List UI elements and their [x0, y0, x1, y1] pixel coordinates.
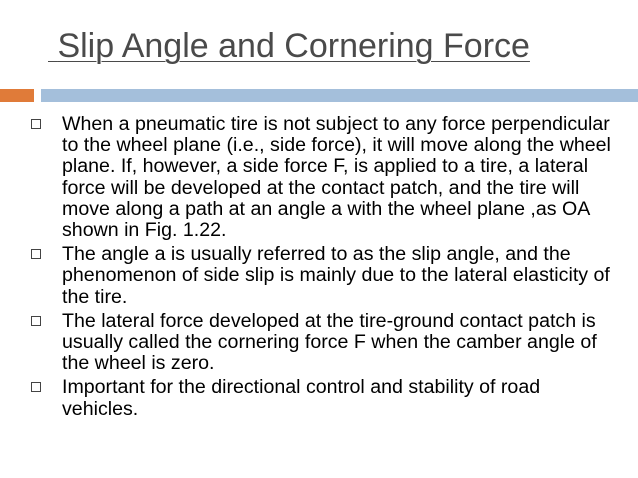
accent-bar-orange — [0, 89, 34, 102]
bullet-item-2 — [30, 244, 620, 308]
slide-title — [48, 22, 628, 70]
bullet-list — [30, 114, 620, 423]
slide-title-text: Slip Angle and Cornering Force — [57, 27, 530, 65]
bullet-text: Important for the directional control and stability of road vehicles. — [62, 376, 541, 420]
bullet-text: The lateral force developed at the tire-ground contact patch is usually called the cornering force F when the camber angle of the wheel is zero. — [62, 309, 597, 375]
bullet-text: When a pneumatic tire is not subject to any force perpendicular to the wheel plane (i.e., side force), it will move along the wheel plane. If, however, a side force F, is applied to a tire, a lateral force will be developed at the contact patch, and the tire will move along a path at an angle a with the wheel plane ,as OA shown in Fig. 1.22. — [62, 113, 611, 242]
square-bullet-icon — [31, 316, 41, 326]
bullet-item-1 — [30, 114, 620, 241]
square-bullet-icon — [31, 382, 41, 392]
accent-bar-blue — [41, 89, 638, 102]
bullet-text: The angle a is usually referred to as the slip angle, and the phenomenon of side slip is mainly due to the lateral elasticity of the tire. — [62, 243, 610, 308]
square-bullet-icon — [31, 119, 41, 129]
bullet-item-4 — [30, 377, 620, 419]
bullet-item-3 — [30, 311, 620, 375]
square-bullet-icon — [31, 249, 41, 259]
